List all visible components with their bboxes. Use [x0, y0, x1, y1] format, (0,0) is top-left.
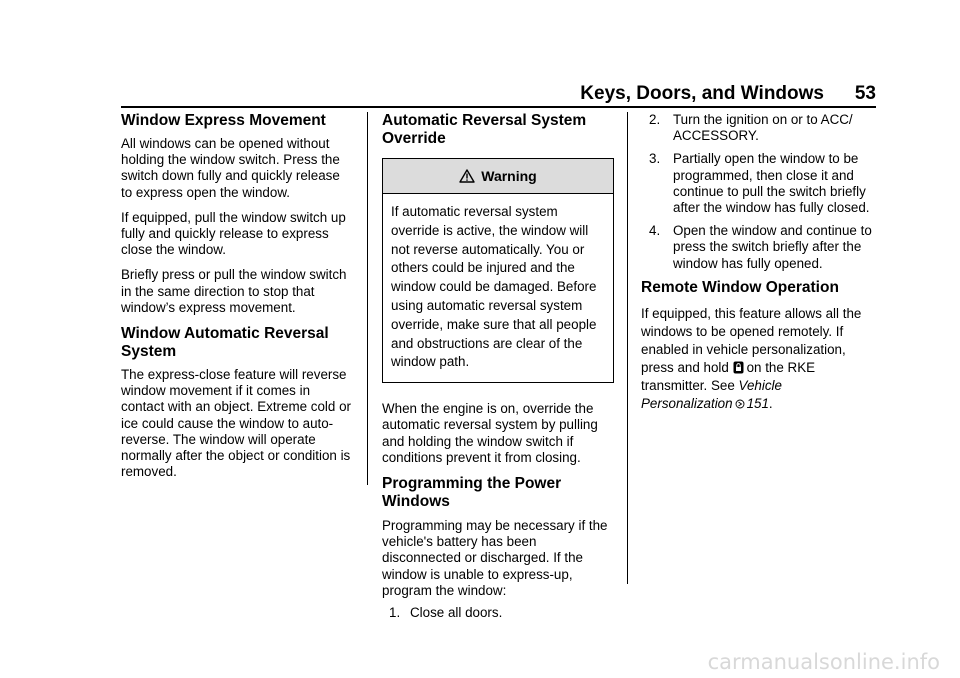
key-fob-lock-icon	[733, 361, 744, 374]
column-3	[641, 112, 876, 413]
paragraph-text: If equipped, this feature allows all the windows to be opened remotely. If enabled in vehicle personalization, press and hold	[641, 305, 862, 375]
paragraph: The express-close feature will reverse window movement if it comes in contact with an object. Extreme cold or ice could cause the window to auto-reverse. The window will operate normally after the object or condition is removed.	[121, 367, 351, 480]
cross-reference-page[interactable]: 151	[746, 395, 769, 411]
paragraph: Programming may be necessary if the vehicle's battery has been disconnected or discharged. If the window is unable to express-up, program the window:	[382, 517, 608, 598]
steps-list-continued	[641, 112, 876, 272]
section-heading-programming: Programming the Power Windows	[382, 474, 562, 510]
step-number: 4.	[649, 223, 661, 239]
warning-header	[383, 159, 613, 194]
page-header	[121, 82, 876, 106]
paragraph: When the engine is on, override the automatic reversal system by pulling and holding the window switch if conditions prevent it from closing.	[382, 401, 598, 465]
step-number: 3.	[649, 151, 661, 167]
steps-list	[382, 605, 614, 621]
section-heading-auto-reversal: Window Automatic Reversal System	[121, 325, 329, 361]
footer	[0, 638, 960, 678]
watermark-text: carmanualsonline.info	[707, 650, 940, 674]
paragraph-text: on the RKE transmitter. See	[641, 359, 816, 393]
column-2	[382, 112, 614, 628]
step-text: Turn the ignition on or to ACC/ ACCESSORY.	[673, 112, 853, 144]
paragraph	[641, 305, 876, 413]
warning-box	[382, 158, 614, 383]
step-text: Close all doors.	[410, 605, 503, 620]
section-heading-override: Automatic Reversal System Override	[382, 112, 587, 147]
step-text: Partially open the window to be programmed, then close it and continue to pull the switch briefly after the window has fully closed.	[673, 151, 870, 216]
list-item	[641, 151, 876, 216]
cross-reference-title[interactable]: Vehicle Personalization	[641, 377, 782, 411]
paragraph-text: .	[768, 395, 773, 411]
header-title: Keys, Doors, and Windows	[580, 83, 824, 104]
page-number: 53	[854, 83, 876, 104]
column-divider-2	[627, 112, 628, 584]
section-heading-express-movement: Window Express Movement	[121, 112, 326, 129]
column-1	[121, 112, 353, 489]
warning-label: Warning	[481, 168, 537, 184]
section-heading-remote-window: Remote Window Operation	[641, 278, 839, 296]
step-number: 2.	[649, 112, 661, 127]
warning-text: If automatic reversal system override is active, the window will not reverse automatically. You or others could be injured and the window could be damaged. Before using automatic reversal system override, make sure that all people and obstructions are clear of the window path.	[391, 204, 597, 370]
paragraph: All windows can be opened without holding the window switch. Press the switch down fully and quickly release to express open the window.	[121, 136, 340, 200]
step-text: Open the window and continue to press the switch briefly after the window has fully opened.	[673, 223, 872, 271]
header-rule	[121, 106, 876, 108]
step-number: 1.	[389, 605, 401, 620]
column-divider-1	[367, 112, 368, 485]
list-item	[641, 223, 876, 272]
list-item	[382, 605, 614, 621]
list-item	[641, 112, 876, 144]
paragraph: If equipped, pull the window switch up fully and quickly release to express close the window.	[121, 209, 346, 258]
paragraph: Briefly press or pull the window switch in the same direction to stop that window’s express movement.	[121, 267, 347, 315]
warning-triangle-icon	[459, 169, 475, 183]
page-reference-arrow-icon	[735, 399, 745, 409]
